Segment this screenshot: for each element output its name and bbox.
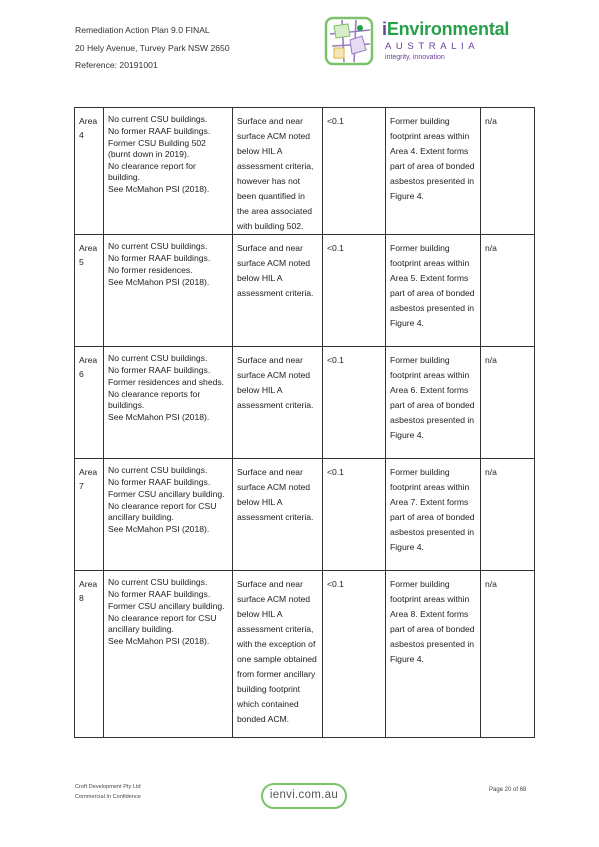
description-line: No clearance reports for buildings. — [108, 389, 201, 410]
description-line: No current CSU buildings. — [108, 465, 208, 475]
description-line: See McMahon PSI (2018). — [108, 277, 210, 287]
description-line: See McMahon PSI (2018). — [108, 524, 210, 534]
comment-cell: Surface and near surface ACM noted below HIL A assessment criteria, however has not been quantified in the area associated with building 502. — [233, 108, 323, 235]
logo-wordmark — [382, 19, 509, 40]
description-line: No current CSU buildings. — [108, 241, 208, 251]
description-line: No clearance report for CSU ancillary building. — [108, 501, 217, 522]
area-label: Area — [79, 579, 98, 589]
description-line: Former residences and sheds. — [108, 377, 225, 387]
notes-cell: Former building footprint areas within Area 8. Extent forms part of area of bonded asbestos presented in Figure 4. — [386, 571, 481, 738]
area-label: 8 — [79, 593, 84, 603]
table-row — [75, 459, 535, 571]
comment-cell: Surface and near surface ACM noted below HIL A assessment criteria. — [233, 459, 323, 571]
logo-wordmark-i: i — [382, 19, 387, 39]
description-line: No former residences. — [108, 265, 193, 275]
company-logo — [322, 14, 532, 70]
description-line: No former RAAF buildings. — [108, 126, 211, 136]
area-label: Area — [79, 243, 98, 253]
area-label: 4 — [79, 130, 84, 140]
description-line: Former CSU Building 502 (burnt down in 2019). — [108, 138, 206, 159]
description-cell — [104, 459, 233, 571]
area-label: Area — [79, 355, 98, 365]
reference-number: Reference: 20191001 — [75, 60, 158, 70]
description-line: See McMahon PSI (2018). — [108, 412, 210, 422]
logo-tagline: integrity, innovation — [385, 54, 445, 61]
notes-cell: Former building footprint areas within Area 7. Extent forms part of area of bonded asbestos presented in Figure 4. — [386, 459, 481, 571]
description-line: No former RAAF buildings. — [108, 253, 211, 263]
value-cell: <0.1 — [323, 235, 386, 347]
area-cell — [75, 108, 104, 235]
table-body — [75, 108, 535, 738]
na-cell: n/a — [481, 571, 535, 738]
notes-cell: Former building footprint areas within Area 5. Extent forms part of area of bonded asbestos presented in Figure 4. — [386, 235, 481, 347]
value-cell: <0.1 — [323, 571, 386, 738]
description-cell — [104, 235, 233, 347]
area-cell — [75, 347, 104, 459]
description-line: See McMahon PSI (2018). — [108, 636, 210, 646]
description-line: No former RAAF buildings. — [108, 477, 211, 487]
description-line: Former CSU ancillary building. — [108, 601, 225, 611]
description-line: No current CSU buildings. — [108, 114, 208, 124]
na-cell: n/a — [481, 235, 535, 347]
comment-cell: Surface and near surface ACM noted below HIL A assessment criteria. — [233, 235, 323, 347]
document-header — [75, 22, 230, 75]
area-label: 6 — [79, 369, 84, 379]
na-cell: n/a — [481, 459, 535, 571]
area-label: Area — [79, 116, 98, 126]
description-cell — [104, 347, 233, 459]
description-line: Former CSU ancillary building. — [108, 489, 225, 499]
description-line: No current CSU buildings. — [108, 577, 208, 587]
na-cell: n/a — [481, 347, 535, 459]
logo-map-icon — [322, 14, 378, 70]
logo-wordmark-rest: Environmental — [386, 19, 510, 39]
description-cell — [104, 108, 233, 235]
description-cell — [104, 571, 233, 738]
footer-confidentiality: Commercial In Confidence — [75, 794, 141, 800]
table-row — [75, 571, 535, 738]
value-cell: <0.1 — [323, 459, 386, 571]
site-address: 20 Hely Avenue, Turvey Park NSW 2650 — [75, 42, 230, 53]
value-cell: <0.1 — [323, 347, 386, 459]
description-line: No former RAAF buildings. — [108, 589, 211, 599]
area-cell — [75, 459, 104, 571]
area-label: Area — [79, 467, 98, 477]
area-label: 7 — [79, 481, 84, 491]
comment-cell: Surface and near surface ACM noted below HIL A assessment criteria, with the exception of one sample obtained from former ancillary building footprint which contained bonded ACM. — [233, 571, 323, 738]
notes-cell: Former building footprint areas within Area 6. Extent forms part of area of bonded asbestos presented in Figure 4. — [386, 347, 481, 459]
page-number: Page 20 of 68 — [489, 787, 527, 793]
table-row — [75, 235, 535, 347]
table-row — [75, 347, 535, 459]
document-title: Remediation Action Plan 9.0 FINAL — [75, 25, 210, 35]
area-cell — [75, 235, 104, 347]
notes-cell: Former building footprint areas within Area 4. Extent forms part of area of bonded asbestos presented in Figure 4. — [386, 108, 481, 235]
footer-company: Croft Development Pty Ltd — [75, 784, 141, 790]
area-cell — [75, 571, 104, 738]
area-assessment-table — [74, 107, 535, 738]
value-cell: <0.1 — [323, 108, 386, 235]
description-line: See McMahon PSI (2018). — [108, 184, 210, 194]
footer-website-badge — [261, 783, 347, 809]
area-label: 5 — [79, 257, 84, 267]
footer-website: ienvi.com.au — [269, 789, 339, 801]
footer-left — [75, 782, 141, 802]
comment-cell: Surface and near surface ACM noted below HIL A assessment criteria. — [233, 347, 323, 459]
description-line: No clearance report for building. — [108, 161, 196, 182]
description-line: No clearance report for CSU ancillary building. — [108, 613, 217, 634]
table-row — [75, 108, 535, 235]
na-cell: n/a — [481, 108, 535, 235]
logo-country: AUSTRALIA — [385, 41, 480, 52]
description-line: No current CSU buildings. — [108, 353, 208, 363]
description-line: No former RAAF buildings. — [108, 365, 211, 375]
